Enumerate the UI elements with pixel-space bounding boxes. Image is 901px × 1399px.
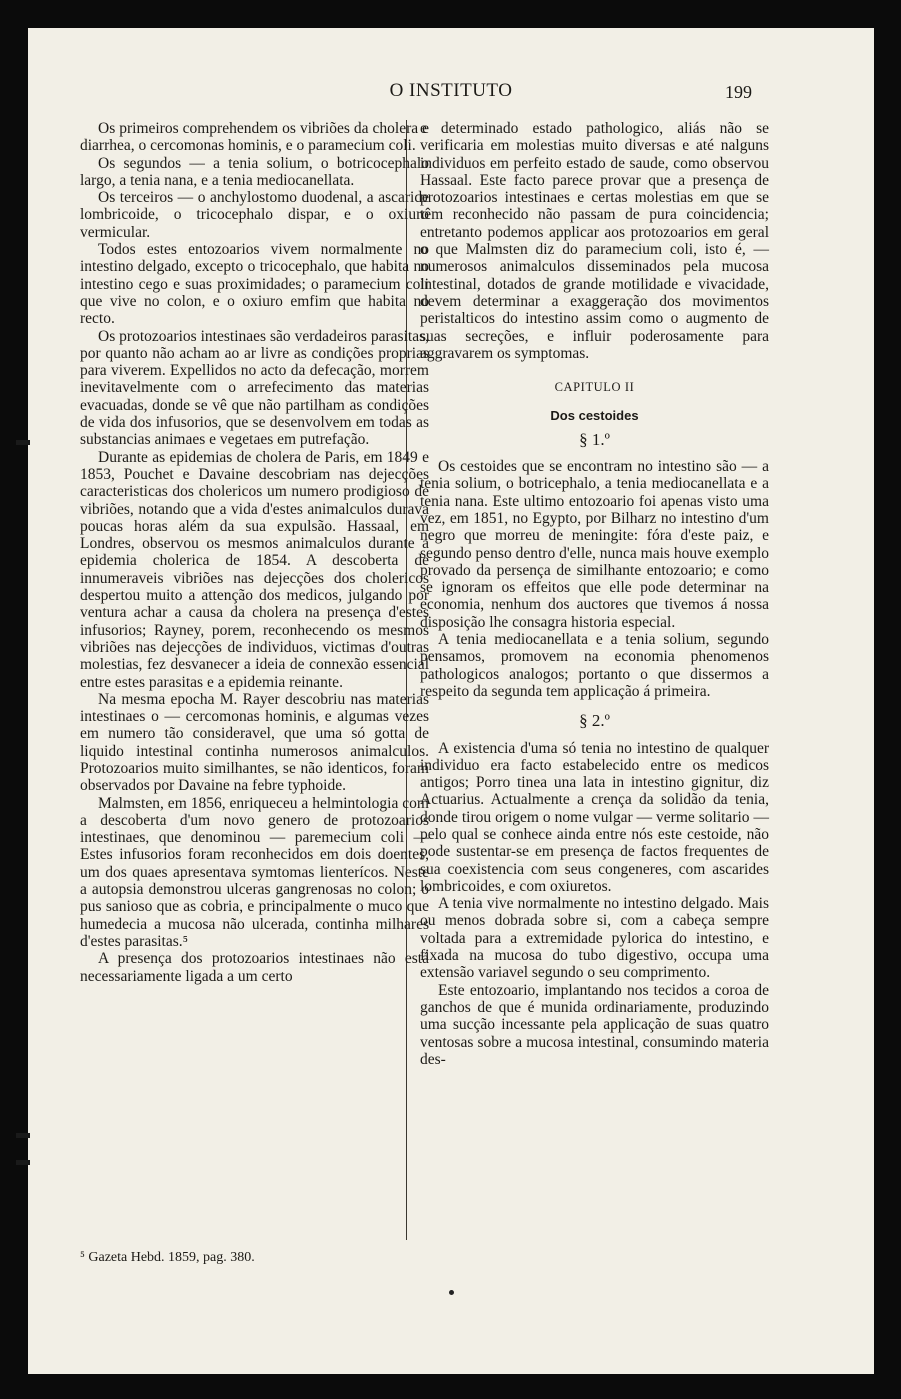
chapter-subtitle: Dos cestoides — [550, 408, 639, 424]
journal-title: O INSTITUTO — [389, 80, 513, 101]
paragraph: Os primeiros comprehendem os vibriões da cholera e diarrhea, o cercomonas hominis, e o paramecium coli. — [80, 120, 429, 155]
ink-dot — [449, 1290, 454, 1295]
chapter-title: CAPITULO II — [554, 380, 635, 395]
paragraph: Os protozoarios intestinaes são verdadeiros parasitas, por quanto não acham ao ar livre as condições proprias para viverem. Expellidos no acto da defecação, morrem inevitavelmente com o arrefecimento das materias evacuadas, donde se vê que não partilham as condições de vida dos infusorios, que se desenvolvem em todas as substancias animaes e vegetaes em putrefação. — [80, 327, 429, 449]
edge-mark — [16, 1160, 30, 1165]
paragraph: A tenia vive normalmente no intestino delgado. Mais ou menos dobrada sobre si, com a cabeça sempre voltada para a extremidade pylorica do intestino, e fixada na mucosa do tubo digestivo, occupa uma extensão variavel segundo o seu comprimento. — [420, 895, 769, 982]
paragraph: A tenia mediocanellata e a tenia solium, segundo pensamos, promovem na economia phenomenos pathologicos analogos; portanto o que dissermos a respeito da segunda tem applicação á primeira. — [420, 631, 769, 700]
page-number: 199 — [725, 82, 752, 102]
paragraph: Os segundos — a tenia solium, o botricocephalo largo, a tenia nana, e a tenia mediocanellata. — [80, 154, 429, 189]
paragraph: Durante as epidemias de cholera de Paris, em 1849 e 1853, Pouchet e Davaine descobriam nas dejecções caracteristicas dos cholericos um numero prodigioso de vibriões, notando que a vida d'estes animalculos durava poucas horas além da sua expulsão. Hassaal, em Londres, observou os mesmos animalculos durante a epidemia cholerica de 1854. A descoberta de innumeraveis vibriões nas dejecções dos cholericos despertou muito a attenção dos medicos, julgando por ventura achar a causa da cholera na presença d'estes infusorios; Rayney, porem, reconhecendo os mesmos vibriões nas dejecções de individuos, victimas d'outras molestias, fez desvanecer a ideia de connexão essencial entre estes parasitas e a epidemia reinante. — [80, 448, 429, 691]
section-title: § 2.º — [579, 711, 610, 731]
running-header — [28, 80, 874, 110]
edge-mark — [16, 1133, 30, 1138]
paragraph: Todos estes entozoarios vivem normalmente no intestino delgado, excepto o tricocephalo, que habita no intestino cego e suas proximidades; o paramecium coli que vive no colon, e o oxiuro emfim que habita no recto. — [80, 241, 429, 328]
page — [28, 28, 874, 1374]
paragraph: Malmsten, em 1856, enriqueceu a helmintologia com a descoberta d'um novo genero de protozoarios intestinaes, que denominou — paremecium coli — Estes infusorios foram reconhecidos em dois doentes, um dos quaes apresentava symtomas lienterícos. Neste a autopsia demonstrou ulceras gangrenosas no colon; o pus sanioso que as cobria, e principalmente o muco que humedecia a mucosa não ulcerada, continha milhares d'estes parasitas.⁵ — [80, 794, 429, 950]
paragraph: e determinado estado pathologico, aliás não se verificaria em molestias muito diversas e até nalguns individuos em perfeito estado de saude, como observou Hassaal. Este facto parece provar que a presença de protozoarios intestinaes e certas molestias em que se têm reconhecido não passam de pura coincidencia; entretanto podemos applicar aos protozoarios em geral o que Malmsten diz do paramecium coli, isto é, — numerosos animalculos disseminados pela mucosa intestinal, dotados de grande motilidade e vivacidade, devem determinar a exaggeração dos movimentos peristalticos do intestino assim como o augmento de suas secreções, e influir poderosamente para aggravarem os symptomas. — [420, 120, 769, 362]
paragraph: A presença dos protozoarios intestinaes não está necessariamente ligada a um certo — [80, 950, 429, 985]
paragraph: Na mesma epocha M. Rayer descobriu nas materias intestinaes o — cercomonas hominis, e algumas vezes em numero tão consideravel, que uma só gotta de liquido intestinal continha numerosos animalculos. Protozoarios muito similhantes, se não identicos, foram observados por Davaine na febre typhoide. — [80, 690, 429, 795]
footnote: ⁵ Gazeta Hebd. 1859, pag. 380. — [80, 1250, 255, 1265]
right-column — [420, 120, 769, 1068]
paragraph: Este entozoario, implantando nos tecidos a coroa de ganchos de que é munida ordinariamente, produzindo uma sucção incessante pela applicação de suas quatro ventosas sobre a mucosa intestinal, consumindo materia des- — [420, 981, 769, 1068]
paragraph: A existencia d'uma só tenia no intestino de qualquer individuo era facto estabelecido entre os medicos antigos; Porro tinea una lata in intestino gignitur, diz Actuarius. Actualmente a crença da solidão da tenia, donde tirou origem o nome vulgar — verme solitario — pelo qual se conhece ainda entre nós este cestoide, não pode sustentar-se em presença de factos frequentes de sua coexistencia com seus congeneres, com ascarides lombricoides, e com oxiuretos. — [420, 739, 769, 895]
paragraph: Os cestoides que se encontram no intestino são — a tenia solium, o botricephalo, a tenia mediocanellata e a tenia nana. Este ultimo entozoario foi apenas visto uma vez, em 1851, no Egypto, por Bilharz no intestino d'um negro que morreu de meningite: fóra d'este paiz, e segundo penso dentro d'elle, nunca mais houve exemplo provado da persença de similhante entozoario; e como se ignoram os effeitos que elle pode determinar na economia, nenhum dos auctores que tivemos á nossa disposição lhe consagra historia especial. — [420, 458, 769, 631]
paragraph: Os terceiros — o anchylostomo duodenal, a ascaride lombricoide, o tricocephalo dispar, e o oxiuro vermicular. — [80, 189, 429, 241]
section-title: § 1.º — [579, 429, 610, 449]
edge-mark — [16, 440, 30, 445]
left-column — [80, 120, 429, 985]
